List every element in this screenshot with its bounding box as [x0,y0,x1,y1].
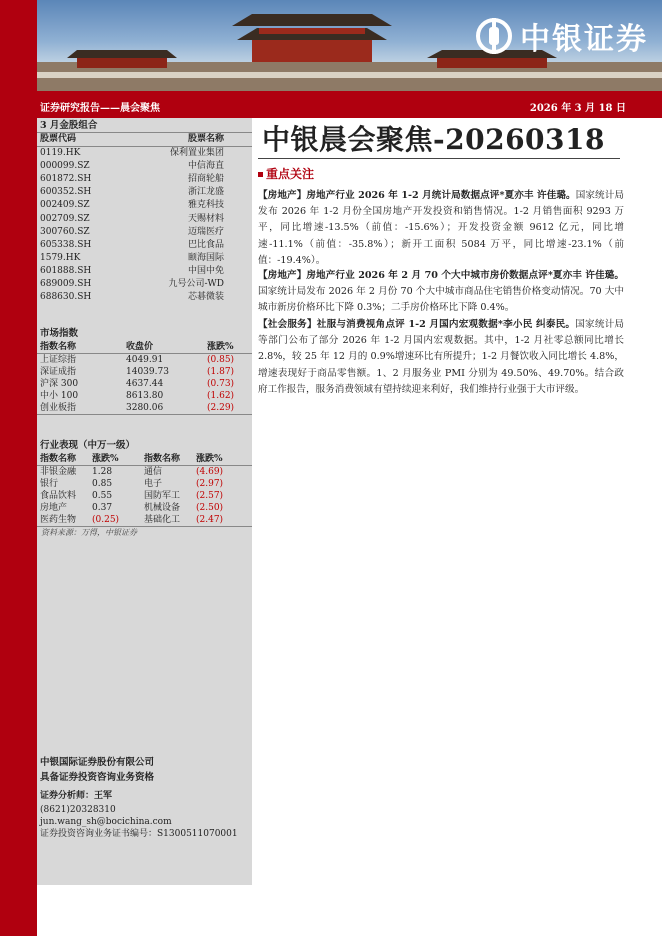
stock-name: 巴比食品 [187,239,224,250]
industry-change: 0.37 [92,503,113,514]
industry-change: (0.25) [92,515,120,526]
index-close: 4049.91 [126,355,164,366]
col-change-2: 涨跌% [196,454,223,465]
stock-name: 迈瑞医疗 [187,226,224,237]
portfolio-title: 3 月金股组合 [40,120,98,131]
bullet-square-icon [258,172,263,177]
col-close: 收盘价 [126,342,154,353]
industry-change: 0.85 [92,479,113,490]
sidebar [37,118,252,885]
news-item-body: 国家统计局等部门公布了部分 2026 年 1-2 月国内宏观数据。其中，1-2 月社零总额同比增长 2.8%，较 25 年 12 月的 0.9%增速环比有所提升；1-2 月餐饮收入同比增长 4.8%，增速表现好于商品零售额。1、2 月服务业 PMI 分别为 49.50%、49.70%。结合政府工作报告，服务消费领域有望持续迎来利好，我们维持行业强于大市评级。 [258,319,625,395]
index-name: 沪深 300 [40,379,79,390]
industry-name: 非银金融 [40,467,77,478]
stock-code: 300760.SZ [40,226,90,237]
company-qualification: 具备证券投资咨询业务资格 [40,772,155,783]
industry-change: (4.69) [196,467,224,478]
portfolio-row [37,147,252,160]
page-title: 中银晨会聚焦-20260318 [262,123,605,156]
stock-code: 689009.SH [40,279,92,290]
index-change: (2.29) [207,403,235,414]
stock-name: 颐海国际 [187,252,224,263]
index-name: 深证成指 [40,367,77,378]
industry-row [37,478,252,490]
industry-row [37,514,252,526]
stock-code: 1579.HK [40,252,81,263]
stock-name: 天赐材料 [187,213,224,224]
col-name-2: 指数名称 [144,454,181,465]
stock-name: 保利置业集团 [169,148,224,159]
industry-change: (2.50) [196,503,224,514]
news-item-1 [258,188,624,269]
industry-row [37,466,252,479]
col-change: 涨跌% [207,342,234,353]
brand-name: 中银证券 [520,22,648,57]
stock-code: 601888.SH [40,265,92,276]
index-change: (0.73) [207,379,235,390]
industry-change: (2.47) [196,515,224,526]
company-info [40,755,154,785]
index-change: (1.87) [207,367,235,378]
title-divider [258,158,620,159]
market-row [37,390,252,402]
header-banner [37,0,662,91]
industry-name: 电子 [144,479,163,490]
section-title: 重点关注 [266,167,315,181]
news-item-lead[interactable]: 【房地产】房地产行业 2026 年 2 月 70 个大中城市房价数据点评*夏亦丰 许佳璐。 [258,270,624,281]
industry-title: 行业表现（中万一级） [40,440,136,452]
analyst-email[interactable]: jun.wang_sh@bocichina.com [40,817,172,827]
news-item-body: 国家统计局发布 2026 年 2 月份 70 个大中城市商品住宅销售价格变动情况。70 大中城市新房价格环比下降 0.3%；二手房价格环比下降 0.4%。 [258,286,624,314]
analyst-info [40,790,238,840]
portfolio-header [37,133,252,146]
industry-name: 通信 [144,467,163,478]
market-row [37,366,252,378]
stock-code: 605338.SH [40,239,92,250]
stock-code: 000099.SZ [40,161,90,172]
stock-name: 芯碁微装 [187,292,224,303]
index-name: 创业板指 [40,403,77,414]
industry-name: 基础化工 [144,515,181,526]
portfolio-row [37,291,252,304]
col-change-1: 涨跌% [92,454,119,465]
brand-logo [476,14,648,58]
index-name: 中小 100 [40,391,79,402]
stock-code: 600352.SH [40,187,92,198]
index-change: (1.62) [207,391,235,402]
industry-change: 1.28 [92,467,113,478]
analyst-phone: (8621)20328310 [40,805,116,815]
stock-name: 九号公司-WD [168,279,224,290]
stock-name: 招商轮船 [187,174,224,185]
industry-name: 食品饮料 [40,491,77,502]
stock-code: 601872.SH [40,174,92,185]
industry-name: 房地产 [40,503,68,514]
left-red-band [0,0,37,936]
index-change: (0.85) [207,355,235,366]
news-item-2 [258,268,624,317]
market-row [37,354,252,367]
portfolio-row [37,199,252,212]
index-close: 3280.06 [126,403,164,414]
stock-code: 0119.HK [40,148,81,159]
industry-change: 0.55 [92,491,113,502]
industry-name: 机械设备 [144,503,181,514]
index-close: 8613.80 [126,391,164,402]
news-item-lead[interactable]: 【房地产】房地产行业 2026 年 1-2 月统计局数据点评*夏亦丰 许佳璐。 [258,190,576,201]
stock-code: 002709.SZ [40,213,90,224]
market-title: 市场指数 [40,328,79,340]
col-name-1: 指数名称 [40,454,77,465]
portfolio-row [37,226,252,239]
industry-name: 国防军工 [144,491,181,502]
portfolio-row [37,265,252,278]
news-item-lead[interactable]: 【社会服务】社服与消费视角点评 1-2 月国内宏观数据*李小民 纠泰民。 [258,319,576,330]
market-row [37,378,252,390]
news-item-body: 国家统计局发布 2026 年 1-2 月份全国房地产开发投资和销售情况。1-2 月销售面积 9293 万平，同比增速-13.5%（前值：-15.6%）；开发投资金额 9612 亿元，同比增速-11.1%（前值：-35.8%）；新开工面积 5084 万平，同比增速-23.1%（前值：-19.4%）。 [258,190,624,266]
section-heading [258,165,314,182]
market-row [37,402,252,414]
col-name: 股票名称 [187,134,224,144]
stock-name: 中国中免 [187,265,224,276]
col-code: 股票代码 [40,134,77,144]
portfolio-row [37,278,252,291]
index-close: 4637.44 [126,379,164,390]
industry-name: 医药生物 [40,515,77,526]
data-source: 资料来源：万得，中银证券 [41,528,137,538]
news-item-3 [258,317,624,398]
portfolio-row [37,160,252,173]
stock-name: 浙江龙盛 [187,187,224,198]
market-table [37,341,252,414]
portfolio-row [37,213,252,226]
stock-code: 002409.SZ [40,200,90,211]
industry-row [37,490,252,502]
portfolio-row [37,186,252,199]
industry-row [37,502,252,514]
portfolio-row [37,173,252,186]
report-date: 2026 年 3 月 18 日 [529,103,626,114]
index-name: 上证综指 [40,355,77,366]
analyst-certificate: 证券投资咨询业务证书编号：S1300511070001 [40,829,238,839]
stock-code: 688630.SH [40,292,92,303]
portfolio-row [37,252,252,265]
stock-name: 中信海直 [187,161,224,172]
portfolio-row [37,239,252,252]
boc-logo-icon [476,18,512,54]
report-subheader [37,91,662,118]
industry-change: (2.57) [196,491,224,502]
stock-name: 雅克科技 [187,200,224,211]
portfolio-list [37,147,252,304]
index-close: 14039.73 [126,367,169,378]
industry-name: 银行 [40,479,59,490]
industry-table [37,453,252,526]
company-name: 中银国际证券股份有限公司 [40,757,155,768]
analyst-title: 证券分析师：王军 [40,791,113,801]
col-index-name: 指数名称 [40,342,77,353]
industry-change: (2.97) [196,479,224,490]
report-type: 证券研究报告——晨会聚焦 [40,103,160,114]
